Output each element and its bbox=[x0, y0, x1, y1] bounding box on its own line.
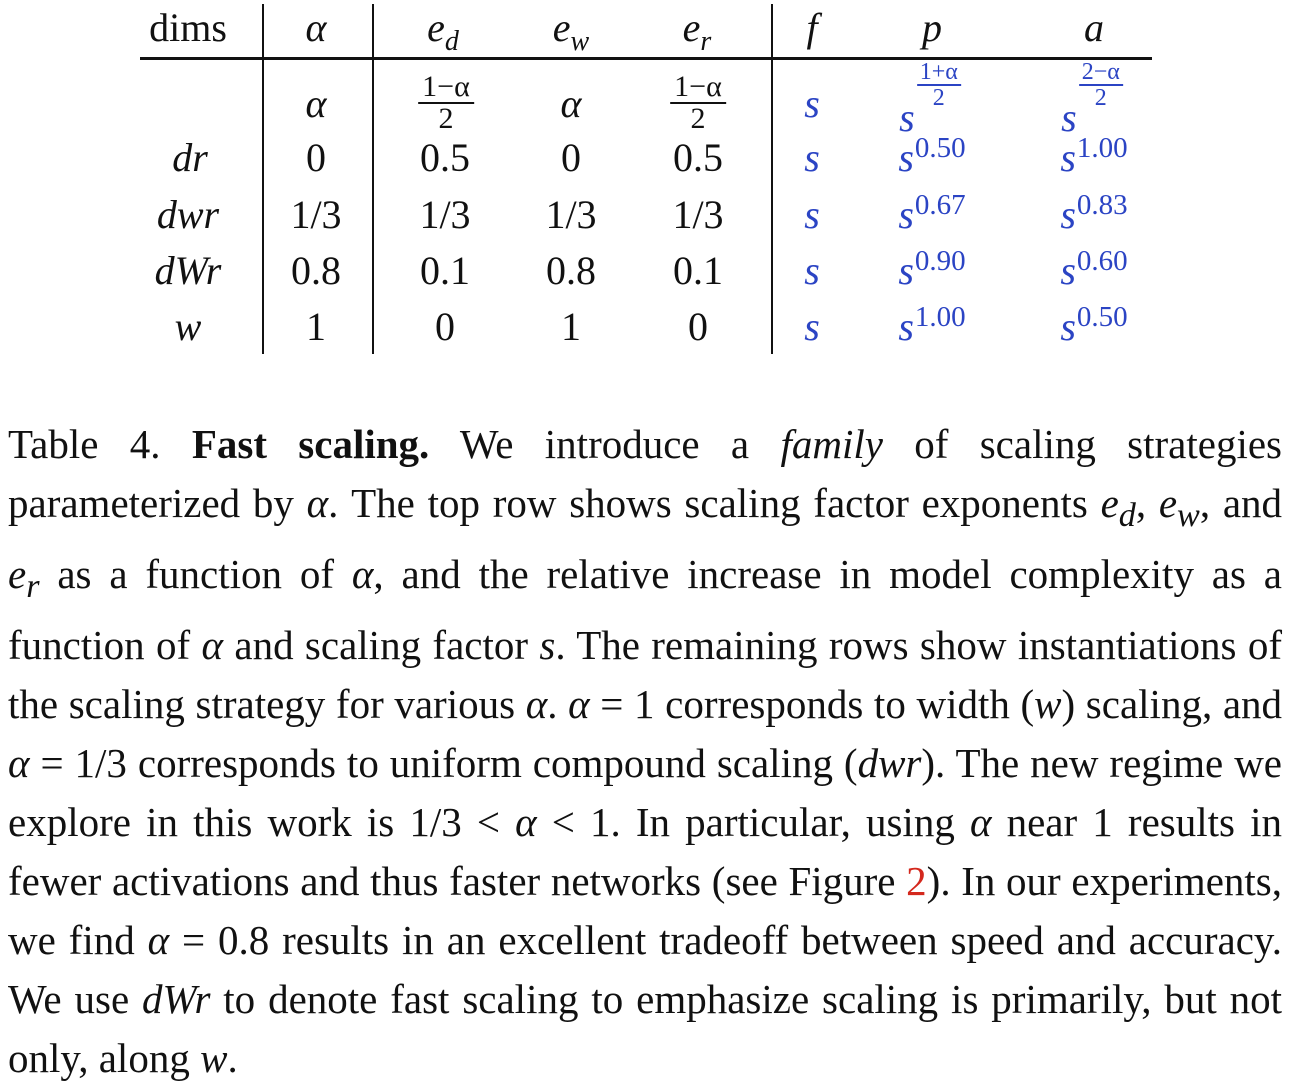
row-dWr-dims: dWr bbox=[154, 248, 222, 293]
row-dr-e-w: 0 bbox=[561, 135, 581, 180]
header-f: f bbox=[806, 5, 818, 50]
row-dr-a: $s^{1.00}$ bbox=[1060, 132, 1128, 180]
row-dr-p: $s^{0.50}$ bbox=[898, 132, 966, 180]
header-rule bbox=[140, 57, 1152, 60]
formula-e-w: α bbox=[560, 81, 582, 126]
formula-f: s bbox=[804, 81, 820, 126]
formula-p: s $\frac{1+\alpha}{2}$ bbox=[899, 86, 961, 140]
row-w-e-r: 0 bbox=[688, 304, 708, 349]
header-e-w: $e_w$ bbox=[552, 5, 590, 57]
formula-e-r: $\frac{1-\alpha}{2}$ bbox=[670, 72, 726, 134]
formula-a: s $\frac{2-\alpha}{2}$ bbox=[1061, 86, 1123, 140]
row-dr-e-r: 0.5 bbox=[673, 135, 723, 180]
row-dwr-a: $s^{0.83}$ bbox=[1060, 189, 1128, 237]
caption-title: Fast scaling. bbox=[191, 421, 430, 467]
row-w-f: s bbox=[804, 304, 820, 349]
row-dWr-alpha: 0.8 bbox=[291, 248, 341, 293]
formula-alpha: α bbox=[305, 81, 327, 126]
caption-label: Table 4. bbox=[8, 421, 192, 467]
row-dr-alpha: 0 bbox=[306, 135, 326, 180]
row-dWr-e-d: 0.1 bbox=[420, 248, 470, 293]
table-caption: Table 4. Fast scaling. We introduce a family of scaling strategies parameterized by α. The top row shows scaling factor exponents $e_d$, $e_w$, and $e_r$ as a function of α, and the relative increase in model complexity as a function of α and scaling factor s. The remaining rows show instantiations of the scaling strategy for various α. α = 1 corresponds to width (w) scaling, and α = 1/3 corresponds to uniform compound scaling (dwr). The new regime we explore in this work is 1/3 < α < 1. In particular, using α near 1 results in fewer activations and thus faster networks (see Figure 2). In our experiments, we find α = 0.8 results in an excellent tradeoff between speed and accuracy. We use dWr to denote fast scaling to emphasize scaling is primarily, but not only, along w. bbox=[8, 421, 1283, 1082]
row-w-e-d: 0 bbox=[435, 304, 455, 349]
row-dr-f: s bbox=[804, 135, 820, 180]
row-dwr-alpha: 1/3 bbox=[290, 192, 342, 237]
figure-2-link[interactable]: 2 bbox=[906, 858, 927, 905]
row-w-dims: w bbox=[174, 304, 202, 349]
formula-e-d: $\frac{1-\alpha}{2}$ bbox=[418, 72, 474, 134]
row-dwr-e-r: 1/3 bbox=[672, 192, 724, 237]
row-dwr-f: s bbox=[804, 192, 820, 237]
scaling-table bbox=[0, 0, 1298, 360]
row-dwr-p: $s^{0.67}$ bbox=[898, 189, 966, 237]
header-a: a bbox=[1084, 5, 1104, 50]
header-e-r: $e_r$ bbox=[682, 5, 712, 57]
row-dwr-e-d: 1/3 bbox=[419, 192, 471, 237]
row-dWr-f: s bbox=[804, 248, 820, 293]
header-p: p bbox=[922, 5, 942, 50]
row-dwr-e-w: 1/3 bbox=[545, 192, 597, 237]
row-w-a: $s^{0.50}$ bbox=[1060, 301, 1128, 349]
row-dWr-p: $s^{0.90}$ bbox=[898, 245, 966, 293]
row-dWr-a: $s^{0.60}$ bbox=[1060, 245, 1128, 293]
row-w-alpha: 1 bbox=[306, 304, 326, 349]
header-e-d: $e_d$ bbox=[427, 5, 459, 57]
row-dr-dims: dr bbox=[172, 135, 208, 180]
row-dWr-e-w: 0.8 bbox=[546, 248, 596, 293]
row-dWr-e-r: 0.1 bbox=[673, 248, 723, 293]
row-w-e-w: 1 bbox=[561, 304, 581, 349]
header-alpha: α bbox=[305, 5, 327, 50]
row-dr-e-d: 0.5 bbox=[420, 135, 470, 180]
row-w-p: $s^{1.00}$ bbox=[898, 301, 966, 349]
row-dwr-dims: dwr bbox=[156, 192, 220, 237]
header-dims: dims bbox=[149, 5, 227, 50]
